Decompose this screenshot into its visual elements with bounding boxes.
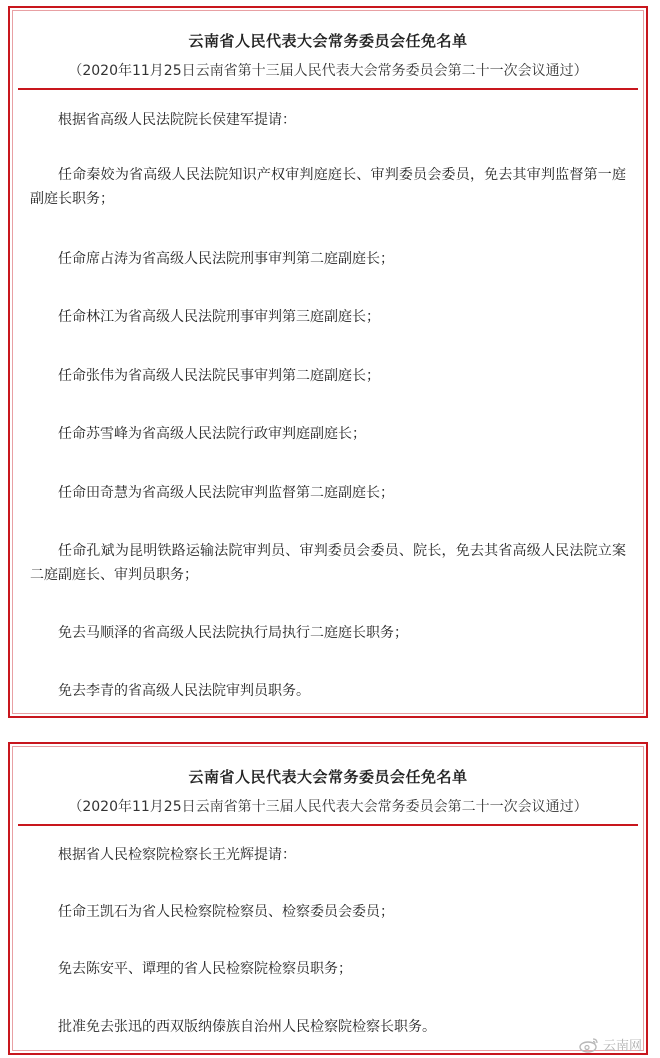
paragraph: 任命孔斌为昆明铁路运输法院审判员、审判委员会委员、院长，免去其省高级人民法院立案二庭副庭长、审判员职务； <box>30 543 626 583</box>
source-watermark <box>579 1035 642 1054</box>
appointment-notice-court <box>8 6 648 718</box>
paragraph: 任命田奇慧为省高级人民法院审判监督第二庭副庭长； <box>58 485 394 501</box>
paragraph: 免去李青的省高级人民法院审判员职务。 <box>58 683 310 699</box>
notice-title: 云南省人民代表大会常务委员会任免名单 <box>188 32 468 50</box>
title-divider <box>18 824 638 826</box>
paragraph: 根据省人民检察院检察长王光辉提请： <box>58 847 296 863</box>
paragraph: 免去陈安平、谭理的省人民检察院检察员职务； <box>58 961 352 977</box>
paragraph: 任命苏雪峰为省高级人民法院行政审判庭副庭长； <box>58 426 366 442</box>
paragraph: 任命秦姣为省高级人民法院知识产权审判庭庭长、审判委员会委员，免去其审判监督第一庭副庭长职务； <box>30 167 626 207</box>
title-divider <box>18 88 638 90</box>
paragraph: 免去马顺泽的省高级人民法院执行局执行二庭庭长职务； <box>58 625 408 641</box>
weibo-icon <box>579 1037 599 1053</box>
watermark-text: 云南网 <box>602 1039 642 1054</box>
panel-inner-border <box>12 746 644 1051</box>
notice-subtitle: （2020年11月25日云南省第十三届人民代表大会常务委员会第二十一次会议通过） <box>68 799 588 815</box>
notice-subtitle: （2020年11月25日云南省第十三届人民代表大会常务委员会第二十一次会议通过） <box>68 63 588 79</box>
paragraph: 任命张伟为省高级人民法院民事审判第二庭副庭长； <box>58 368 380 384</box>
paragraph: 任命席占涛为省高级人民法院刑事审判第二庭副庭长； <box>58 251 394 267</box>
paragraph: 任命林江为省高级人民法院刑事审判第三庭副庭长； <box>58 309 380 325</box>
notice-title: 云南省人民代表大会常务委员会任免名单 <box>188 768 468 786</box>
paragraph: 任命王凯石为省人民检察院检察员、检察委员会委员； <box>58 904 394 920</box>
paragraph: 根据省高级人民法院院长侯建军提请： <box>58 112 296 128</box>
appointment-notice-procuratorate <box>8 742 648 1055</box>
paragraph: 批准免去张迅的西双版纳傣族自治州人民检察院检察长职务。 <box>58 1019 436 1035</box>
